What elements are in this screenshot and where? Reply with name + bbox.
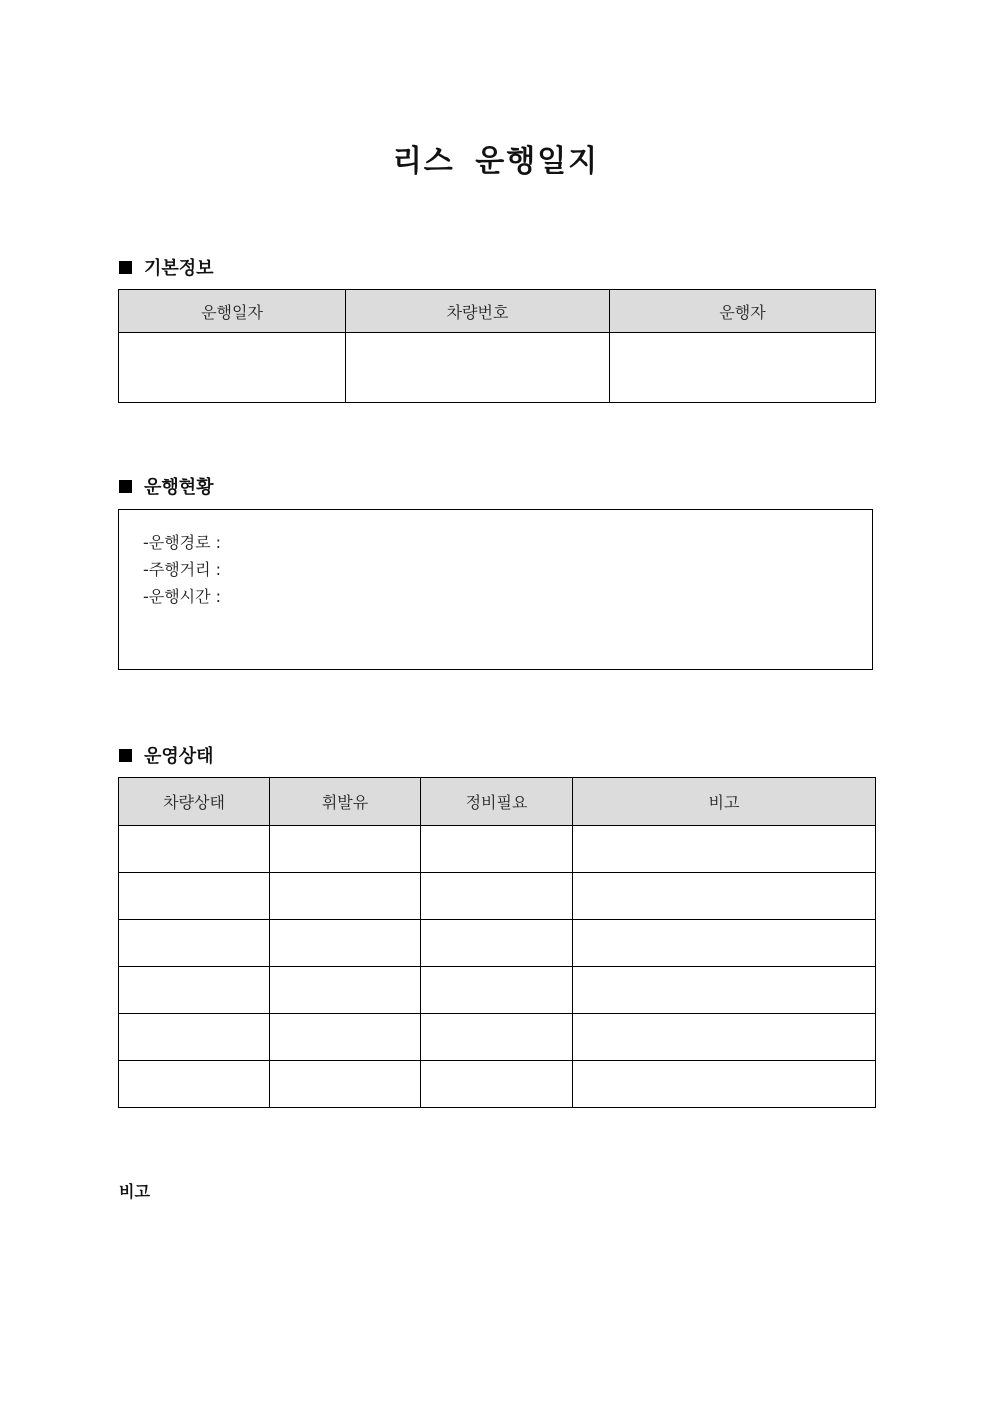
distance-line: -주행거리 :	[143, 560, 222, 579]
gasoline-cell[interactable]	[270, 920, 421, 967]
table-row	[119, 1014, 876, 1061]
column-header-vehicle-condition: 차량상태	[119, 778, 270, 826]
gasoline-cell[interactable]	[270, 873, 421, 920]
gasoline-cell[interactable]	[270, 826, 421, 873]
table-row	[119, 333, 876, 403]
section-heading-label: 운행현황	[144, 477, 214, 498]
section-heading-basic-info	[119, 254, 214, 280]
vehicle-condition-cell[interactable]	[119, 967, 270, 1014]
section-heading-operation-status	[119, 473, 214, 499]
remarks-cell[interactable]	[573, 873, 876, 920]
section-heading-label: 운영상태	[144, 746, 214, 767]
table-header-row	[119, 778, 876, 826]
management-status-table	[118, 777, 876, 1108]
vehicle-condition-cell[interactable]	[119, 1061, 270, 1108]
maintenance-needed-cell[interactable]	[421, 873, 573, 920]
table-row	[119, 826, 876, 873]
table-row	[119, 1061, 876, 1108]
duration-line: -운행시간 :	[143, 587, 222, 606]
square-bullet-icon	[119, 261, 132, 274]
maintenance-needed-cell[interactable]	[421, 967, 573, 1014]
column-header-gasoline: 휘발유	[270, 778, 421, 826]
column-header-driver: 운행자	[610, 290, 876, 333]
gasoline-cell[interactable]	[270, 967, 421, 1014]
table-row	[119, 920, 876, 967]
column-header-remarks: 비고	[573, 778, 876, 826]
maintenance-needed-cell[interactable]	[421, 920, 573, 967]
table-header-row	[119, 290, 876, 333]
remarks-cell[interactable]	[573, 826, 876, 873]
maintenance-needed-cell[interactable]	[421, 826, 573, 873]
operation-date-cell[interactable]	[119, 333, 346, 403]
square-bullet-icon	[119, 749, 132, 762]
remarks-cell[interactable]	[573, 1014, 876, 1061]
remarks-cell[interactable]	[573, 920, 876, 967]
table-row	[119, 873, 876, 920]
basic-info-table	[118, 289, 876, 403]
driver-cell[interactable]	[610, 333, 876, 403]
operation-status-box[interactable]	[118, 509, 873, 670]
route-line: -운행경로 :	[143, 533, 222, 552]
section-heading-management-status	[119, 742, 214, 768]
gasoline-cell[interactable]	[270, 1014, 421, 1061]
vehicle-condition-cell[interactable]	[119, 873, 270, 920]
remarks-cell[interactable]	[573, 1061, 876, 1108]
gasoline-cell[interactable]	[270, 1061, 421, 1108]
vehicle-condition-cell[interactable]	[119, 826, 270, 873]
remarks-label: 비고	[119, 1182, 150, 1201]
column-header-maintenance-needed: 정비필요	[421, 778, 573, 826]
maintenance-needed-cell[interactable]	[421, 1014, 573, 1061]
document-title: 리스 운행일지	[392, 144, 600, 179]
column-header-vehicle-number: 차량번호	[346, 290, 610, 333]
vehicle-condition-cell[interactable]	[119, 1014, 270, 1061]
vehicle-condition-cell[interactable]	[119, 920, 270, 967]
maintenance-needed-cell[interactable]	[421, 1061, 573, 1108]
table-row	[119, 967, 876, 1014]
square-bullet-icon	[119, 480, 132, 493]
column-header-operation-date: 운행일자	[119, 290, 346, 333]
vehicle-number-cell[interactable]	[346, 333, 610, 403]
section-heading-label: 기본정보	[144, 258, 214, 279]
remarks-cell[interactable]	[573, 967, 876, 1014]
